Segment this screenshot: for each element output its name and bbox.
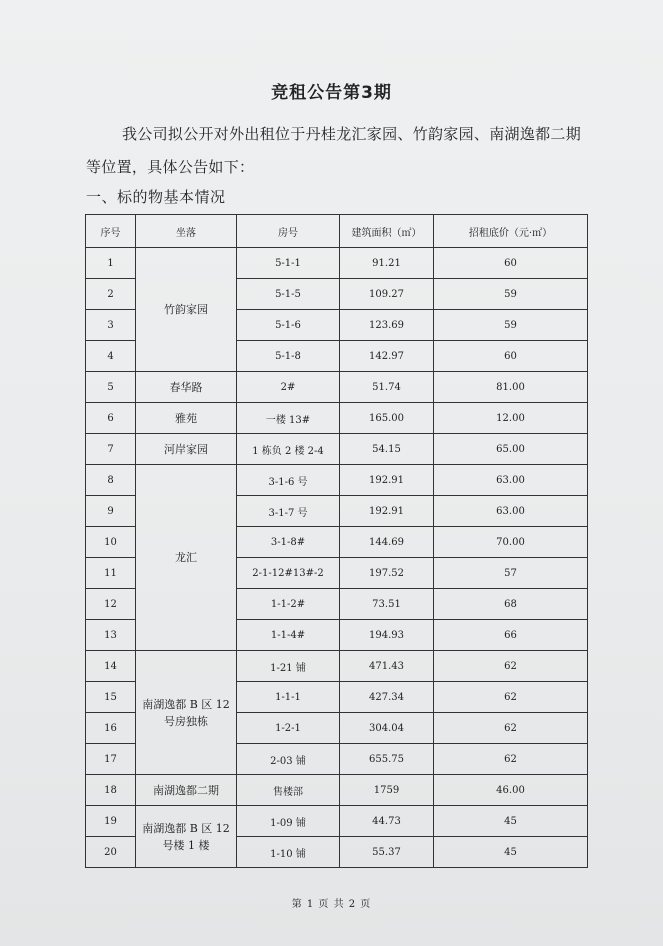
reserve-price: 62 [434, 713, 588, 744]
room-number: 1 栋负 2 楼 2-4 [237, 434, 340, 465]
room-number: 2-03 铺 [237, 744, 340, 775]
building-area: 44.73 [340, 806, 434, 837]
table-row [86, 806, 588, 837]
reserve-price: 46.00 [434, 775, 588, 806]
row-number: 18 [86, 775, 136, 806]
row-number: 5 [86, 372, 136, 403]
table-row [86, 403, 588, 434]
header-no: 序号 [86, 215, 136, 248]
row-number: 14 [86, 651, 136, 682]
room-number: 1-1-4# [237, 620, 340, 651]
building-area: 144.69 [340, 527, 434, 558]
room-number: 1-21 铺 [237, 651, 340, 682]
row-number: 8 [86, 465, 136, 496]
property-table [85, 214, 588, 868]
building-area: 471.43 [340, 651, 434, 682]
table-row [86, 372, 588, 403]
reserve-price: 81.00 [434, 372, 588, 403]
room-number: 1-2-1 [237, 713, 340, 744]
page-footer: 第 1 页 共 2 页 [291, 899, 372, 910]
header-price: 招租底价（元·㎡） [434, 215, 588, 248]
room-number: 1-10 铺 [237, 837, 340, 868]
row-number: 16 [86, 713, 136, 744]
building-area: 194.93 [340, 620, 434, 651]
header-location: 坐落 [136, 215, 237, 248]
row-number: 4 [86, 341, 136, 372]
reserve-price: 59 [434, 279, 588, 310]
row-number: 11 [86, 558, 136, 589]
building-area: 91.21 [340, 248, 434, 279]
page-title: 竞租公告第3期 [271, 83, 392, 103]
building-area: 55.37 [340, 837, 434, 868]
reserve-price: 63.00 [434, 496, 588, 527]
location-cell: 南湖逸都 B 区 12 号楼 1 楼 [136, 806, 237, 868]
reserve-price: 12.00 [434, 403, 588, 434]
table-row [86, 434, 588, 465]
table-row [86, 465, 588, 496]
reserve-price: 68 [434, 589, 588, 620]
room-number: 5-1-5 [237, 279, 340, 310]
row-number: 1 [86, 248, 136, 279]
row-number: 2 [86, 279, 136, 310]
row-number: 12 [86, 589, 136, 620]
row-number: 10 [86, 527, 136, 558]
building-area: 123.69 [340, 310, 434, 341]
reserve-price: 63.00 [434, 465, 588, 496]
building-area: 109.27 [340, 279, 434, 310]
location-cell: 南湖逸都二期 [136, 775, 237, 806]
room-number: 一楼 13# [237, 403, 340, 434]
section-heading: 一、标的物基本情况 [86, 188, 226, 206]
building-area: 54.15 [340, 434, 434, 465]
room-number: 2# [237, 372, 340, 403]
building-area: 655.75 [340, 744, 434, 775]
intro-paragraph: 我公司拟公开对外出租位于丹桂龙汇家园、竹韵家园、南湖逸都二期等位置，具体公告如下： [86, 125, 582, 176]
building-area: 1759 [340, 775, 434, 806]
room-number: 1-1-1 [237, 682, 340, 713]
row-number: 15 [86, 682, 136, 713]
building-area: 427.34 [340, 682, 434, 713]
reserve-price: 70.00 [434, 527, 588, 558]
building-area: 142.97 [340, 341, 434, 372]
reserve-price: 66 [434, 620, 588, 651]
location-cell: 河岸家园 [136, 434, 237, 465]
table-row [86, 248, 588, 279]
room-number: 1-1-2# [237, 589, 340, 620]
reserve-price: 45 [434, 837, 588, 868]
building-area: 192.91 [340, 496, 434, 527]
reserve-price: 60 [434, 341, 588, 372]
reserve-price: 62 [434, 682, 588, 713]
reserve-price: 62 [434, 744, 588, 775]
table-body [86, 248, 588, 868]
table-header-row [86, 215, 588, 248]
building-area: 165.00 [340, 403, 434, 434]
building-area: 51.74 [340, 372, 434, 403]
building-area: 192.91 [340, 465, 434, 496]
room-number: 3-1-6 号 [237, 465, 340, 496]
reserve-price: 62 [434, 651, 588, 682]
location-cell: 竹韵家园 [136, 248, 237, 372]
location-cell: 南湖逸都 B 区 12 号房独栋 [136, 651, 237, 775]
table-row [86, 651, 588, 682]
reserve-price: 57 [434, 558, 588, 589]
header-room: 房号 [237, 215, 340, 248]
room-number: 售楼部 [237, 775, 340, 806]
room-number: 5-1-8 [237, 341, 340, 372]
row-number: 6 [86, 403, 136, 434]
room-number: 3-1-8# [237, 527, 340, 558]
building-area: 73.51 [340, 589, 434, 620]
location-cell: 龙汇 [136, 465, 237, 651]
reserve-price: 59 [434, 310, 588, 341]
room-number: 1-09 铺 [237, 806, 340, 837]
room-number: 2-1-12#13#-2 [237, 558, 340, 589]
row-number: 19 [86, 806, 136, 837]
location-cell: 雅苑 [136, 403, 237, 434]
reserve-price: 65.00 [434, 434, 588, 465]
row-number: 13 [86, 620, 136, 651]
room-number: 5-1-1 [237, 248, 340, 279]
reserve-price: 45 [434, 806, 588, 837]
building-area: 197.52 [340, 558, 434, 589]
row-number: 9 [86, 496, 136, 527]
row-number: 20 [86, 837, 136, 868]
reserve-price: 60 [434, 248, 588, 279]
room-number: 3-1-7 号 [237, 496, 340, 527]
header-area: 建筑面积（㎡） [340, 215, 434, 248]
row-number: 7 [86, 434, 136, 465]
row-number: 17 [86, 744, 136, 775]
table-row [86, 775, 588, 806]
row-number: 3 [86, 310, 136, 341]
room-number: 5-1-6 [237, 310, 340, 341]
building-area: 304.04 [340, 713, 434, 744]
location-cell: 春华路 [136, 372, 237, 403]
